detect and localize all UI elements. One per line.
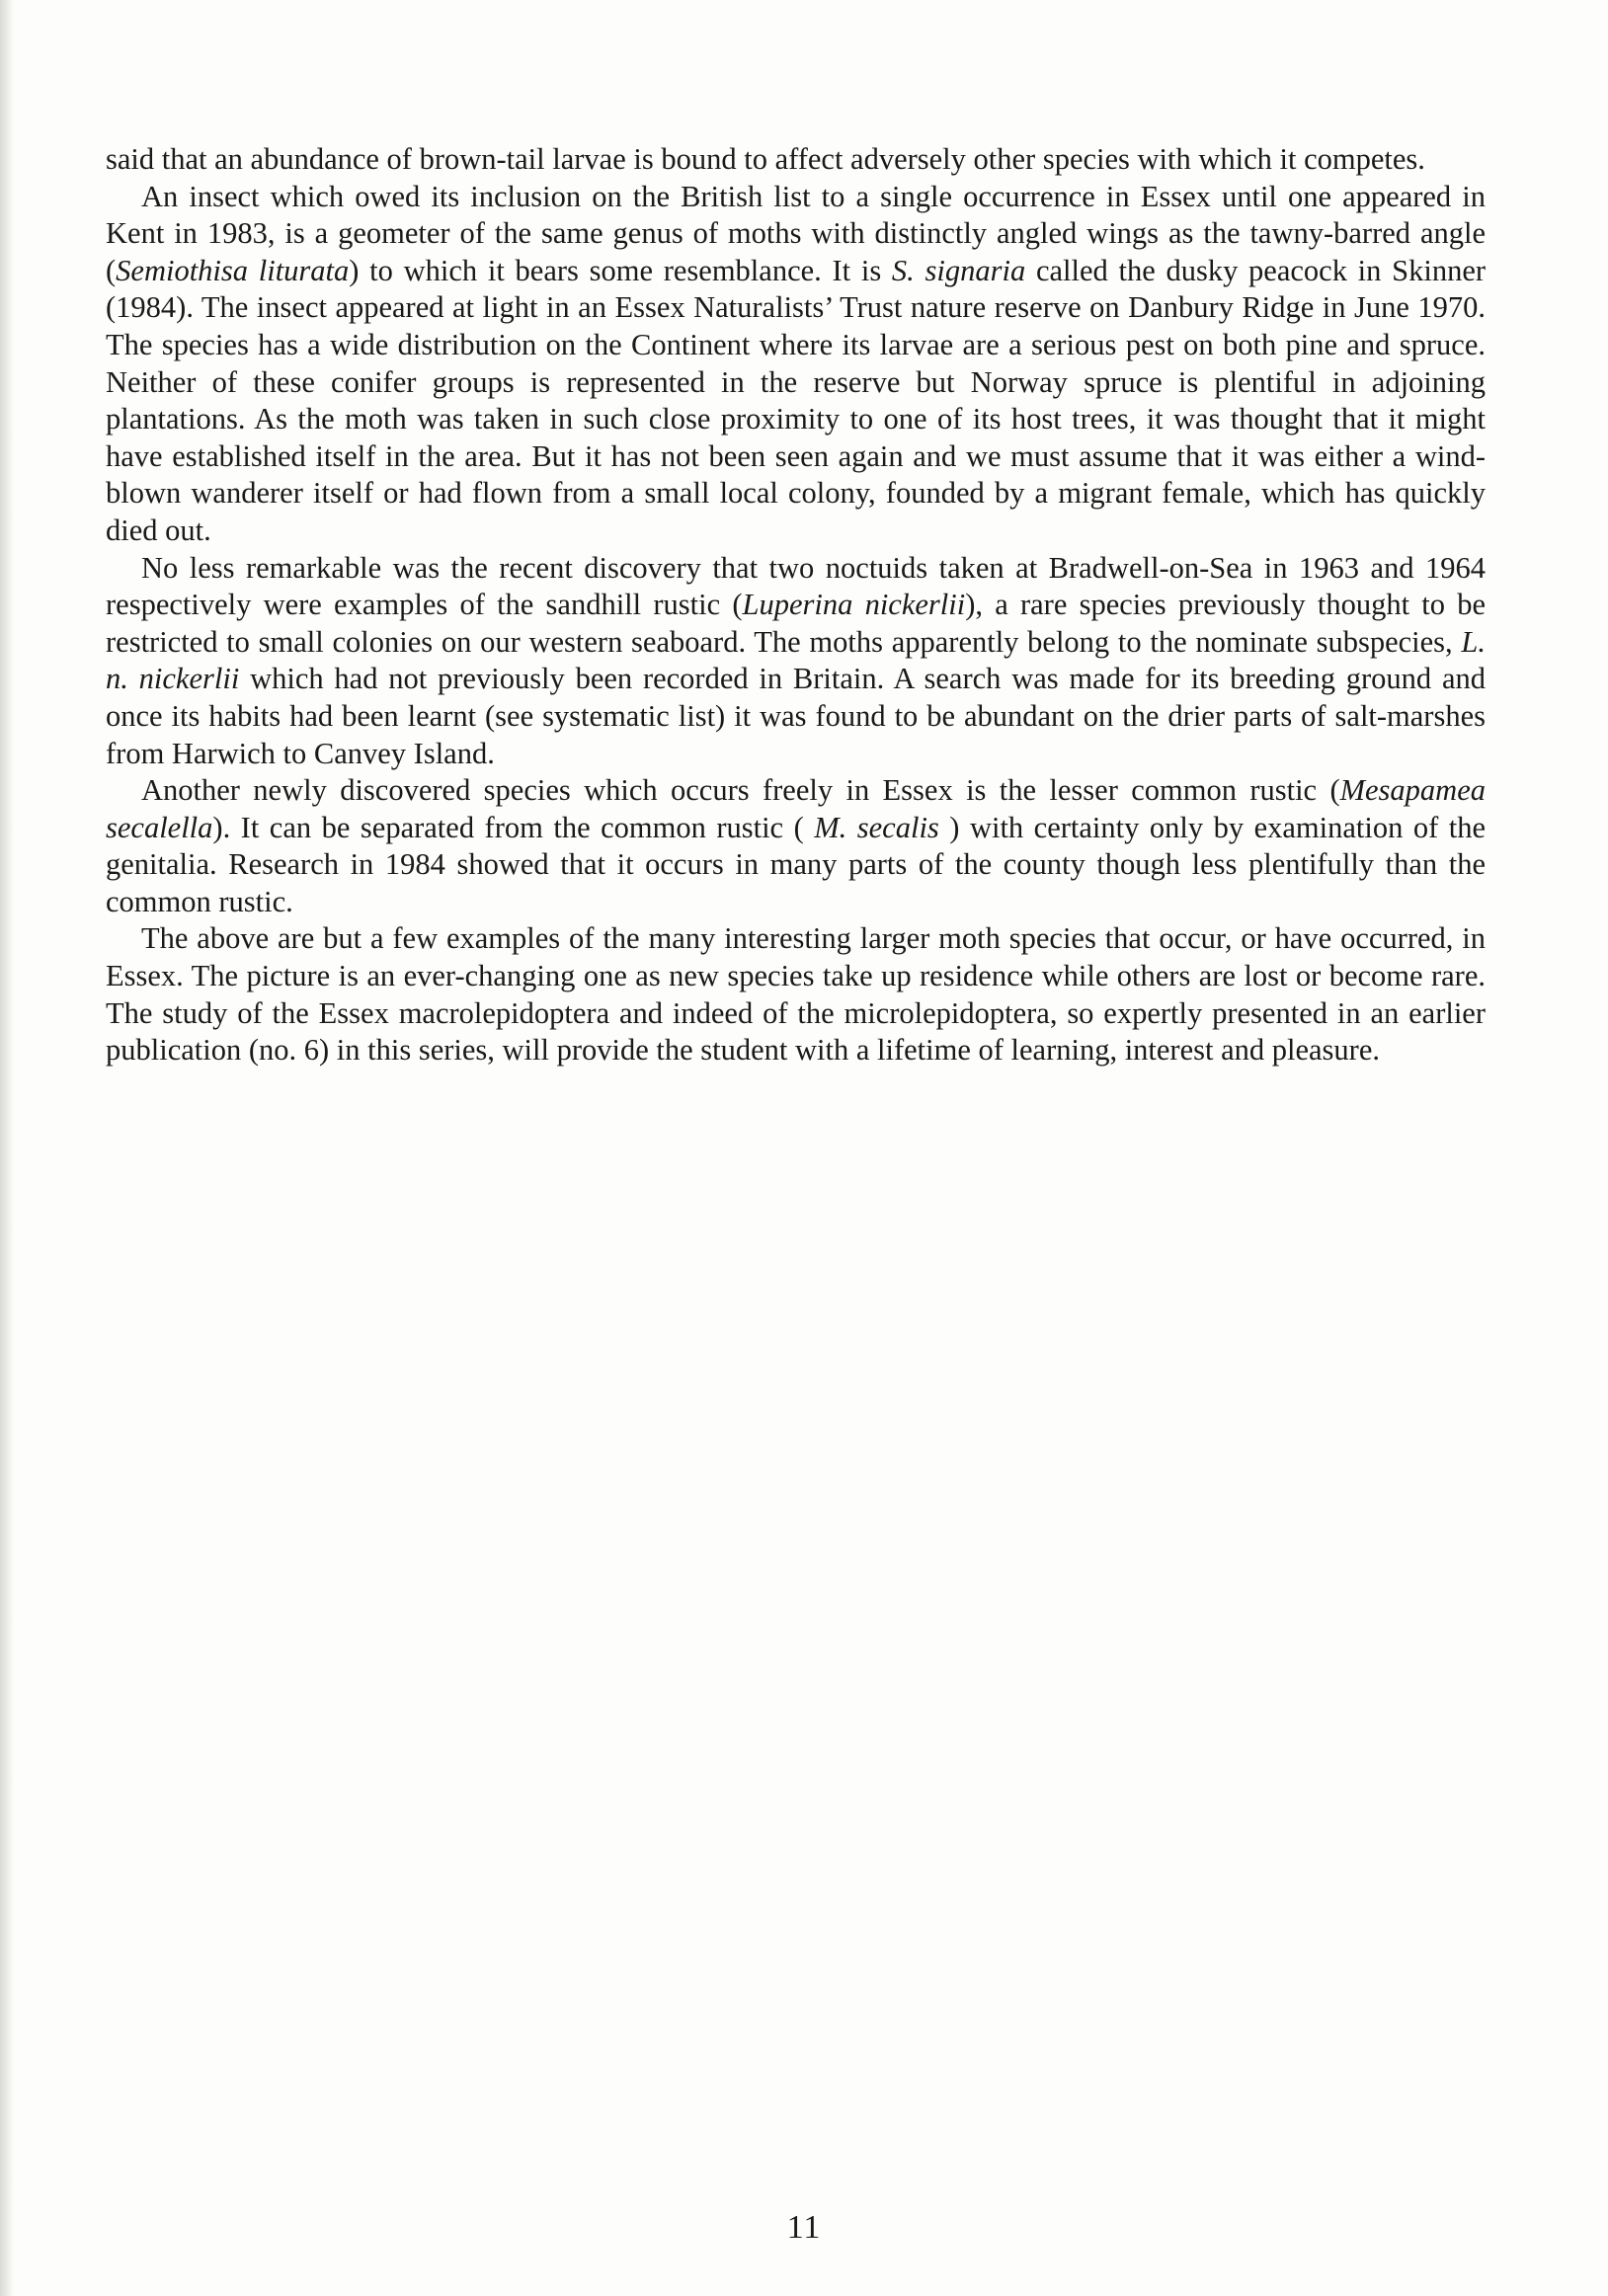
page-number: 11: [786, 2209, 822, 2246]
body-text: [106, 141, 1486, 1069]
page-binding-edge: [0, 0, 14, 2296]
text-run: No less remarkable was the recent discovery that two noctuids taken at Bradwell-on-Sea in 1963 and 1964 respectively were examples of the sandhill rustic (: [106, 550, 1486, 622]
species-name-italic: Semiothisa liturata: [116, 253, 350, 287]
paragraph-semiothisa-signaria: [106, 179, 1486, 550]
text-run: ), a rare species previously thought to be restricted to small colonies on our western seaboard. The moths apparently belong to the nominate subspecies,: [106, 588, 1486, 659]
species-name-italic: L. n. nickerlii: [106, 624, 1486, 696]
text-run: The above are but a few examples of the many interesting larger moth species that occur, or have occurred, in Essex. The picture is an ever-changing one as new species take up residence while others are lost or become rare. The study of the Essex macrolepidoptera and indeed of the microlepidoptera, so expertly presented in an earlier publication (no. 6) in this series, will provide the student with a lifetime of learning, interest and pleasure.: [106, 921, 1486, 1068]
text-run: ) to which it bears some resemblance. It is: [349, 253, 892, 287]
paragraph-sandhill-rustic: [106, 550, 1486, 773]
paragraph-continuation: [106, 141, 1486, 179]
text-run: said that an abundance of brown-tail larvae is bound to affect adversely other species with which it competes.: [106, 142, 1425, 176]
species-name-italic: Mesapamea secalella: [106, 773, 1486, 844]
text-run: ) with certainty only by examination of the genitalia. Research in 1984 showed that it occurs in many parts of the county though less plentifully than the common rustic.: [106, 810, 1486, 918]
species-name-italic: Luperina nickerlii: [742, 588, 966, 622]
text-run: called the dusky peacock in Skinner (1984). The insect appeared at light in an Essex Naturalists’ Trust nature reserve on Danbury Ridge in June 1970. The species has a wide distribution on the Continent where its larvae are a serious pest on both pine and spruce. Neither of these conifer groups is represented in the reserve but Norway spruce is plentiful in adjoining plantations. As the moth was taken in such close proximity to one of its host trees, it was thought that it might have established itself in the area. But it has not been seen again and we must assume that it was either a wind-blown wanderer itself or had flown from a small local colony, founded by a migrant female, which has quickly died out.: [106, 253, 1487, 547]
species-name-italic: M. secalis: [814, 810, 939, 844]
paragraph-conclusion: [106, 920, 1486, 1069]
text-run: Another newly discovered species which occurs freely in Essex is the lesser common rustic (: [141, 773, 1340, 808]
paragraph-lesser-common-rustic: [106, 772, 1486, 920]
text-run: which had not previously been recorded in Britain. A search was made for its breeding ground and once its habits had been learnt (see systematic list) it was found to be abundant on the drier parts of salt-marshes from Harwich to Canvey Island.: [106, 662, 1486, 770]
text-run: An insect which owed its inclusion on the British list to a single occurrence in Essex until one appeared in Kent in 1983, is a geometer of the same genus of moths with distinctly angled wings as the tawny-barred angle (: [106, 179, 1486, 287]
text-run: ). It can be separated from the common rustic (: [212, 810, 815, 844]
species-name-italic: S. signaria: [891, 253, 1026, 287]
